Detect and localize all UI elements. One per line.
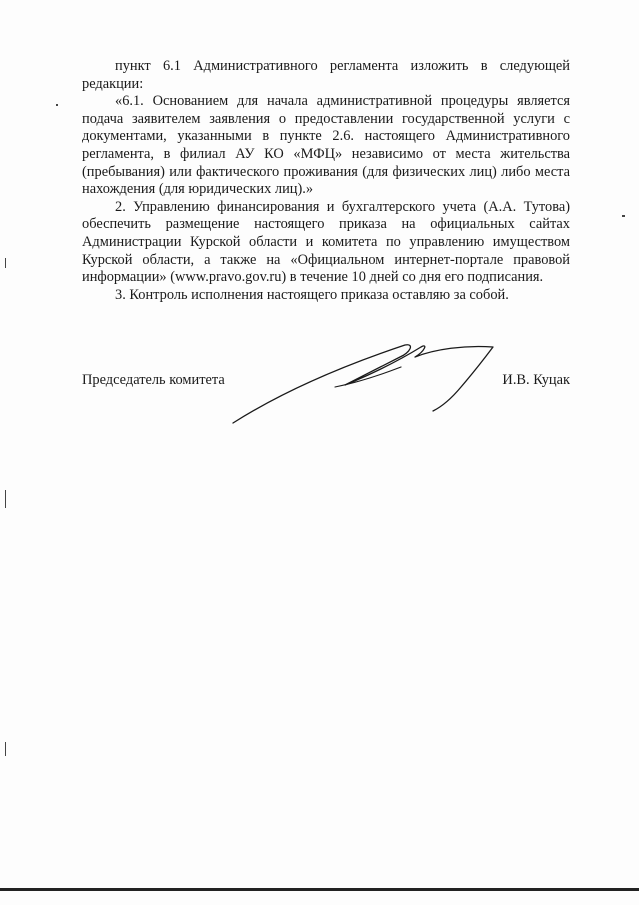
signatory-position: Председатель комитета [82,372,225,388]
scan-bottom-edge [0,888,639,891]
handwritten-signature [225,335,515,435]
paragraph-intro: пункт 6.1 Административного регламента изложить в следующей редакции: [82,58,570,92]
paragraph-control: 3. Контроль исполнения настоящего приказа оставляю за собой. [115,286,509,303]
paragraph-publication-order: 2. Управлению финансирования и бухгалтерского учета (А.А. Тутова) обеспечить размещение настоящего приказа на официальных сайтах Администрации Курской области и комитета по управлению имуществом Курской области, а также на «Официальном интернет-портале правовой информации» (www.pravo.gov.ru) в течение 10 дней со дня его подписания. [82,198,570,286]
scan-artifact-left-2 [5,742,6,756]
document-body [82,58,570,304]
scan-artifact-right-1 [622,215,625,217]
scan-artifact-left-1 [5,490,6,508]
scan-artifact-dot [56,104,58,106]
paragraph-quoted-clause: «6.1. Основанием для начала административной процедуры является подача заявителем заявления о предоставлении государственной услуги с документами, указанными в пункте 2.6. настоящего Административного регламента, в филиал АУ КО «МФЦ» независимо от места жительства (пребывания) или фактического проживания (для физических лиц) либо места нахождения (для юридических лиц).» [82,93,570,198]
scan-artifact-left-3 [5,258,6,268]
signatory-name: И.В. Куцак [502,372,570,388]
